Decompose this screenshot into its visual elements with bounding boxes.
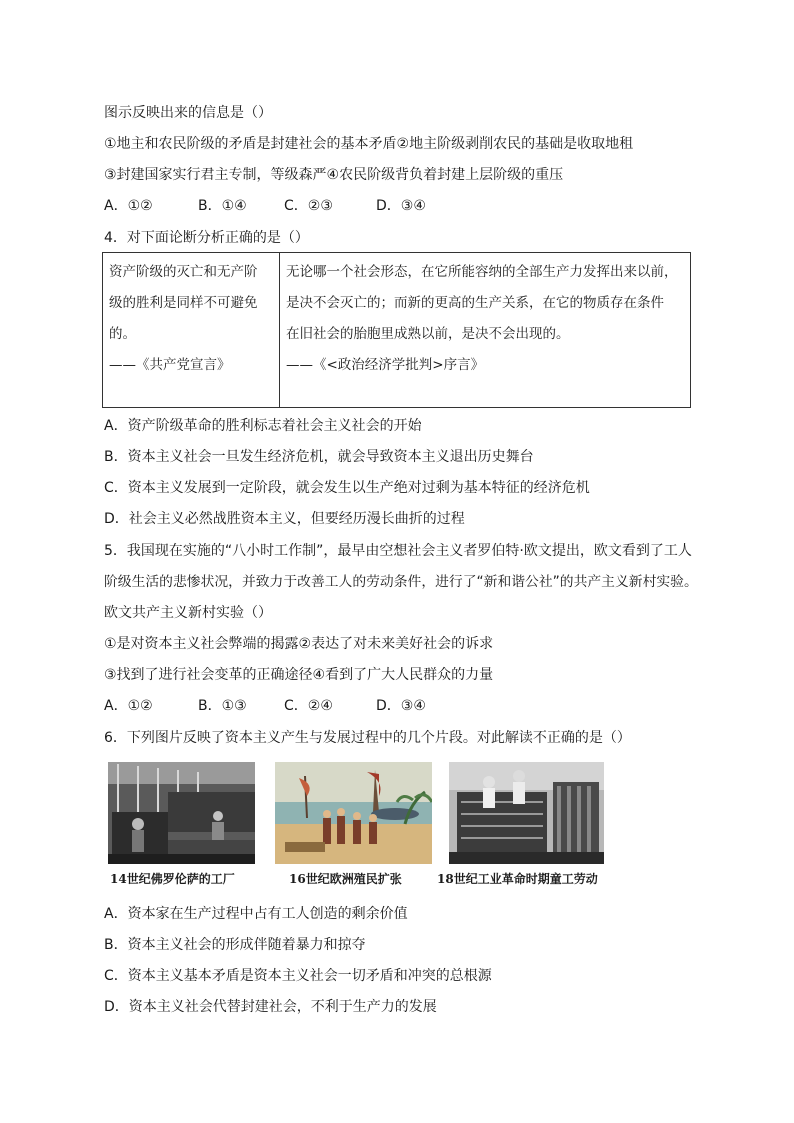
q3-statements-3-4: ③封建国家实行君主专制，等级森严④农民阶级背负着封建上层阶级的重压 xyxy=(104,167,564,183)
q5-stem-line-2: 阶级生活的悲惨状况，并致力于改善工人的劳动条件，进行了“新和谐公社”的共产主义新村实验。 xyxy=(104,574,698,590)
q5-option-c[interactable]: C．②④ xyxy=(284,698,333,714)
q3-option-b[interactable]: B．①④ xyxy=(198,198,247,214)
q6-option-a[interactable]: A．资本家在生产过程中占有工人创造的剩余价值 xyxy=(104,906,408,922)
q4-quote-table xyxy=(102,252,691,408)
q6-stem: 6．下列图片反映了资本主义产生与发展过程中的几个片段。对此解读不正确的是（） xyxy=(104,730,631,746)
q3-stem: 图示反映出来的信息是（） xyxy=(104,105,272,121)
colonial-expansion-image xyxy=(275,762,432,864)
q3-option-a[interactable]: A．①② xyxy=(104,198,153,214)
caption-colonial-expansion: 16世纪欧洲殖民扩张 xyxy=(289,872,402,886)
q4-option-d[interactable]: D．社会主义必然战胜资本主义，但要经历漫长曲折的过程 xyxy=(104,511,465,527)
q6-option-d[interactable]: D．资本主义社会代替封建社会，不利于生产力的发展 xyxy=(104,999,437,1015)
quote-political-economy-preface: 无论哪一个社会形态，在它所能容纳的全部生产力发挥出来以前， 是决不会灭亡的；而新的更高的生产关系，在它的物质存在条件 在旧社会的胎胞里成熟以前，是决不会出现的。 ——《<政治经济学批判>序言》 xyxy=(280,253,691,408)
caption-child-labor: 18世纪工业革命时期童工劳动 xyxy=(437,872,598,886)
q5-option-b[interactable]: B．①③ xyxy=(198,698,247,714)
florence-factory-image xyxy=(108,762,255,864)
q6-figures xyxy=(108,762,618,890)
q4-option-b[interactable]: B．资本主义社会一旦发生经济危机，就会导致资本主义退出历史舞台 xyxy=(104,449,534,465)
child-labor-image xyxy=(449,762,604,864)
q5-stem-line-3: 欧文共产主义新村实验（） xyxy=(104,605,272,621)
q6-option-b[interactable]: B．资本主义社会的形成伴随着暴力和掠夺 xyxy=(104,937,366,953)
q5-options xyxy=(104,696,426,716)
q3-option-c[interactable]: C．②③ xyxy=(284,198,333,214)
q4-stem: 4．对下面论断分析正确的是（） xyxy=(104,230,309,246)
q3-statements-1-2: ①地主和农民阶级的矛盾是封建社会的基本矛盾②地主阶级剥削农民的基础是收取地租 xyxy=(104,136,634,152)
caption-florence-factory: 14世纪佛罗伦萨的工厂 xyxy=(110,872,235,886)
q4-option-c[interactable]: C．资本主义发展到一定阶段，就会发生以生产绝对过剩为基本特征的经济危机 xyxy=(104,480,590,496)
q6-option-c[interactable]: C．资本主义基本矛盾是资本主义社会一切矛盾和冲突的总根源 xyxy=(104,968,492,984)
q5-option-a[interactable]: A．①② xyxy=(104,698,153,714)
source-political-economy: ——《<政治经济学批判>序言》 xyxy=(286,357,485,373)
q3-option-d[interactable]: D．③④ xyxy=(376,198,426,214)
source-communist-manifesto: ——《共产党宣言》 xyxy=(109,357,231,373)
q5-stem-line-1: 5．我国现在实施的“八小时工作制”，最早由空想社会主义者罗伯特·欧文提出，欧文看到了工人 xyxy=(104,543,692,559)
quote-communist-manifesto: 资产阶级的灭亡和无产阶 级的胜利是同样不可避免 的。 ——《共产党宣言》 xyxy=(103,253,280,408)
q5-statements-3-4: ③找到了进行社会变革的正确途径④看到了广大人民群众的力量 xyxy=(104,667,494,683)
q3-options xyxy=(104,196,426,216)
q5-statements-1-2: ①是对资本主义社会弊端的揭露②表达了对未来美好社会的诉求 xyxy=(104,636,494,652)
q4-option-a[interactable]: A．资产阶级革命的胜利标志着社会主义社会的开始 xyxy=(104,418,422,434)
q5-option-d[interactable]: D．③④ xyxy=(376,698,426,714)
